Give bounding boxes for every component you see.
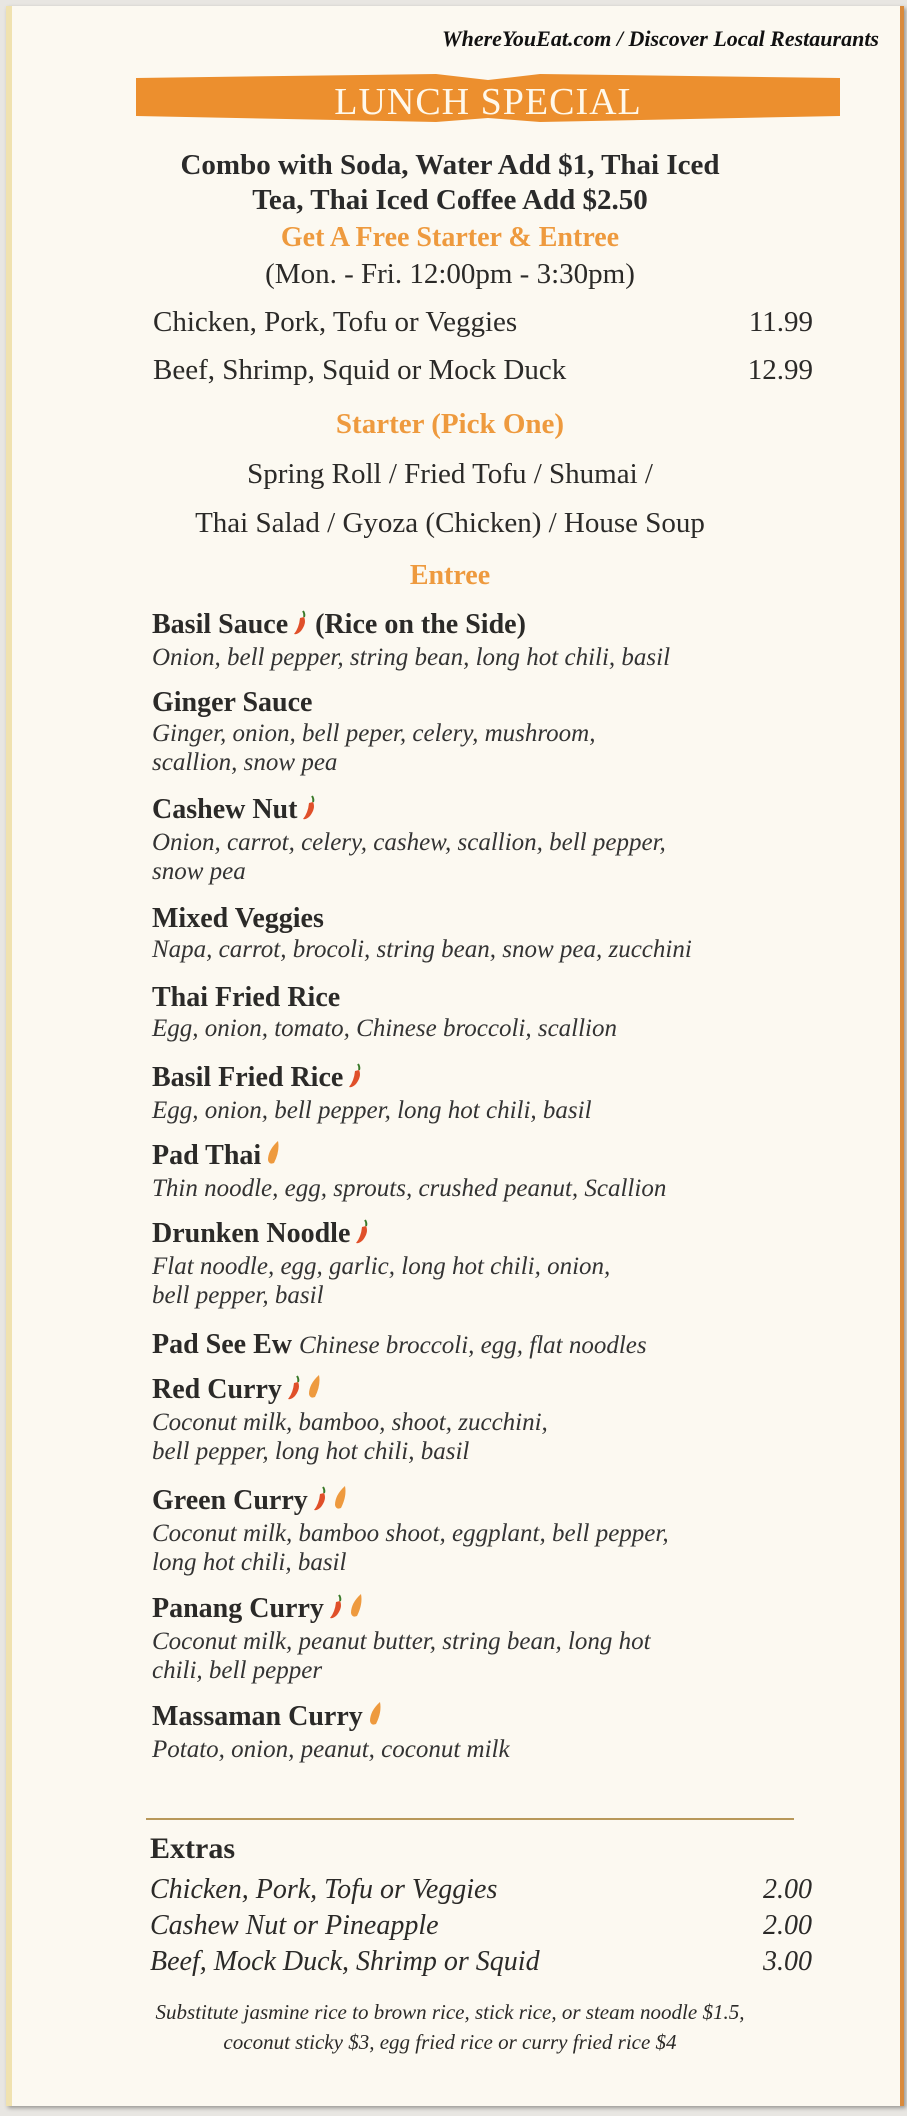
entree-name: Basil Fried Rice [152,1062,344,1093]
entree-description: Flat noodle, egg, garlic, long hot chili, onion, [152,1253,611,1280]
extra-row [150,1946,812,1978]
entree-description: Egg, onion, bell pepper, long hot chili, basil [152,1097,592,1124]
entree-name: Ginger Sauce [152,687,313,718]
entree-name: Drunken Noodle [152,1218,351,1249]
starter-line-2: Thai Salad / Gyoza (Chicken) / House Soup [195,507,705,539]
entree-item [152,794,852,886]
chili-icon [354,1218,370,1252]
entree-name: Pad See Ew [152,1329,292,1360]
entree-description: Coconut milk, bamboo, shoot, zucchini, [152,1409,548,1436]
extra-label: Cashew Nut or Pineapple [150,1910,439,1941]
extra-price: 3.00 [763,1946,812,1977]
chili-icon [286,1374,302,1408]
price-row [153,354,813,387]
entree-description: long hot chili, basil [152,1549,347,1576]
extra-price: 2.00 [763,1910,812,1941]
peanut-icon [306,1374,322,1408]
entree-name: Massaman Curry [152,1701,363,1732]
entree-description: snow pea [152,858,246,885]
entree-description: Coconut milk, peanut butter, string bean, long hot [152,1628,651,1655]
entree-title: Entree [409,560,491,591]
entree-item [152,1062,852,1125]
banner-title: LUNCH SPECIAL [334,81,642,123]
entree-description: Thin noodle, egg, sprouts, crushed peanut, Scallion [152,1175,667,1202]
entree-name: Thai Fried Rice [152,982,341,1013]
entree-item [152,1218,852,1310]
entree-description: scallion, snow pea [152,749,338,776]
peanut-icon [265,1140,281,1174]
entree-item [152,1374,852,1466]
entree-description: Chinese broccoli, egg, flat noodles [299,1332,647,1359]
price-value: 11.99 [748,306,813,338]
entree-item [152,1485,852,1577]
divider [146,1818,794,1820]
entree-name: Panang Curry [152,1593,324,1624]
entree-item [152,687,852,777]
peanut-icon [367,1701,383,1735]
peanut-icon [348,1593,364,1627]
extra-row [150,1910,812,1942]
chili-icon [301,794,317,828]
hours: (Mon. - Fri. 12:00pm - 3:30pm) [265,258,635,290]
entree-description: bell pepper, long hot chili, basil [152,1438,470,1465]
entree-description: Onion, carrot, celery, cashew, scallion, bell pepper, [152,829,666,856]
chili-icon [328,1593,344,1627]
entree-name: Red Curry [152,1374,282,1405]
watermark: WhereYouEat.com / Discover Local Restaurants [442,26,879,51]
entree-description: bell pepper, basil [152,1282,324,1309]
entree-item [152,982,852,1043]
entree-description: chili, bell pepper [152,1657,323,1684]
price-value: 12.99 [747,354,813,386]
entree-item [152,1140,852,1203]
entree-name: Pad Thai [152,1140,262,1171]
entree-item [152,1701,852,1764]
entree-name: Green Curry [152,1485,308,1516]
entree-note: (Rice on the Side) [308,609,526,640]
entree-name: Cashew Nut [152,794,298,825]
entree-description: Potato, onion, peanut, coconut milk [152,1736,510,1763]
extra-price: 2.00 [763,1874,812,1905]
chili-icon [312,1485,328,1519]
extra-label: Chicken, Pork, Tofu or Veggies [150,1874,498,1905]
footer-note-1: Substitute jasmine rice to brown rice, stick rice, or steam noodle $1.5, [155,2000,745,2024]
starter-line-1: Spring Roll / Fried Tofu / Shumai / [247,458,653,490]
entree-item [152,903,852,964]
chili-icon [292,609,308,643]
price-label: Beef, Shrimp, Squid or Mock Duck [153,354,567,386]
starter-title: Starter (Pick One) [335,408,565,440]
combo-line-2: Tea, Thai Iced Coffee Add $2.50 [252,184,648,216]
entree-name: Basil Sauce [152,609,289,640]
extras-title: Extras [150,1832,235,1865]
entree-description: Ginger, onion, bell peper, celery, mushroom, [152,720,596,747]
entree-description: Coconut milk, bamboo shoot, eggplant, bell pepper, [152,1520,669,1547]
extra-label: Beef, Mock Duck, Shrimp or Squid [150,1946,540,1977]
lunch-special-banner [136,74,840,124]
entree-description: Egg, onion, tomato, Chinese broccoli, scallion [152,1015,618,1042]
peanut-icon [332,1485,348,1519]
free-offer: Get A Free Starter & Entree [280,222,620,253]
entree-name: Mixed Veggies [152,903,324,934]
entree-item [152,609,852,672]
entree-item [152,1329,852,1361]
footer-note-2: coconut sticky $3, egg fried rice or curry fried rice $4 [223,2030,677,2054]
combo-line-1: Combo with Soda, Water Add $1, Thai Iced [180,149,720,181]
entree-description: Napa, carrot, brocoli, string bean, snow pea, zucchini [152,936,692,963]
entree-description: Onion, bell pepper, string bean, long hot chili, basil [152,644,671,671]
price-label: Chicken, Pork, Tofu or Veggies [153,306,518,338]
entree-item [152,1593,852,1685]
extra-row [150,1874,812,1906]
price-row [153,306,813,339]
chili-icon [347,1062,363,1096]
